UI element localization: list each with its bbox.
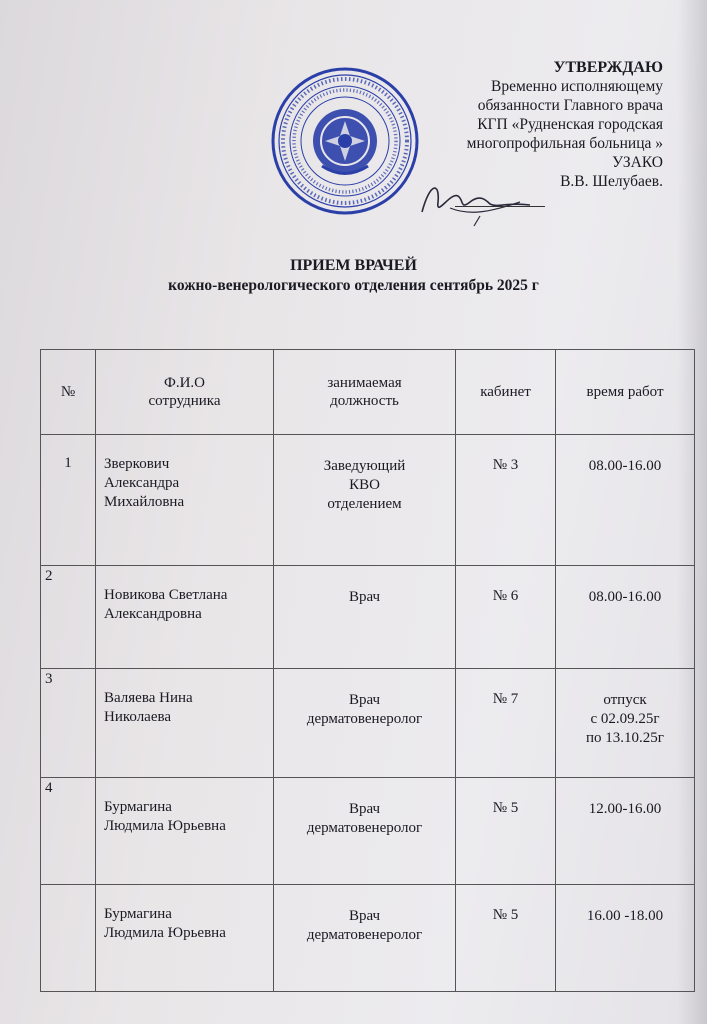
name-line: Александровна	[104, 606, 202, 622]
time-line: отпуск	[603, 692, 647, 708]
time-line: с 02.09.25г	[590, 711, 660, 727]
table-row	[41, 778, 695, 885]
row-name	[96, 778, 274, 885]
row-position	[274, 566, 456, 669]
position-line: Врач	[348, 589, 381, 605]
title-line: ПРИЕМ ВРАЧЕЙ	[290, 257, 417, 274]
header-time: время работ	[556, 350, 695, 435]
row-room: № 5	[456, 885, 556, 992]
row-position	[274, 669, 456, 778]
name-line: Зверкович	[104, 456, 170, 472]
header-name	[96, 350, 274, 435]
position-line: отделением	[327, 496, 402, 512]
table-header-row	[41, 350, 695, 435]
approval-line: Временно исполняющему	[491, 78, 663, 95]
approval-block	[383, 58, 663, 191]
approval-line: КГП «Рудненская городская	[477, 116, 663, 133]
row-time: 16.00 -18.00	[556, 885, 695, 992]
approval-line: обязанности Главного врача	[477, 97, 663, 114]
row-time: 08.00-16.00	[556, 435, 695, 566]
signature-line	[455, 206, 545, 207]
row-num: 4	[41, 778, 96, 885]
row-room: № 3	[456, 435, 556, 566]
row-num	[41, 885, 96, 992]
name-line: Николаева	[104, 709, 172, 725]
row-position	[274, 435, 456, 566]
row-num: 3	[41, 669, 96, 778]
position-line: Врач	[348, 692, 381, 708]
position-line: КВО	[349, 477, 380, 493]
name-line: Бурмагина	[104, 799, 172, 815]
row-name	[96, 566, 274, 669]
row-time: 12.00-16.00	[556, 778, 695, 885]
row-name	[96, 435, 274, 566]
name-line: Людмила Юрьевна	[104, 818, 226, 834]
approval-title: УТВЕРЖДАЮ	[553, 59, 663, 76]
header-name-line: сотрудника	[148, 393, 221, 409]
name-line: Михайловна	[104, 494, 185, 510]
row-room: № 5	[456, 778, 556, 885]
header-position-line: должность	[330, 393, 399, 409]
time-line: по 13.10.25г	[586, 730, 664, 746]
position-line: Врач	[348, 908, 381, 924]
name-line: Валяева Нина	[104, 690, 193, 706]
title-subline: кожно-венерологического отделения сентябрь 2025 г	[168, 277, 539, 294]
name-line: Новикова Светлана	[104, 587, 228, 603]
table-row	[41, 435, 695, 566]
approval-line: УЗАКО	[612, 154, 663, 171]
approval-signer: В.В. Шелубаев.	[560, 173, 663, 190]
name-line: Александра	[104, 475, 180, 491]
table-row	[41, 566, 695, 669]
row-room: № 7	[456, 669, 556, 778]
header-position	[274, 350, 456, 435]
header-num: №	[41, 350, 96, 435]
position-line: Врач	[348, 801, 381, 817]
row-num: 2	[41, 566, 96, 669]
row-room: № 6	[456, 566, 556, 669]
header-position-line: занимаемая	[327, 375, 402, 391]
row-name	[96, 669, 274, 778]
approval-line: многопрофильная больница »	[466, 135, 663, 152]
position-line: дерматовенеролог	[306, 820, 423, 836]
table-row	[41, 669, 695, 778]
schedule-table	[40, 349, 695, 992]
position-line: Заведующий	[323, 458, 406, 474]
header-room: кабинет	[456, 350, 556, 435]
row-name	[96, 885, 274, 992]
name-line: Людмила Юрьевна	[104, 925, 226, 941]
name-line: Бурмагина	[104, 906, 172, 922]
row-position	[274, 778, 456, 885]
document-title	[0, 256, 707, 296]
header-name-line: Ф.И.О	[163, 375, 205, 391]
position-line: дерматовенеролог	[306, 711, 423, 727]
table-row	[41, 885, 695, 992]
row-time: 08.00-16.00	[556, 566, 695, 669]
position-line: дерматовенеролог	[306, 927, 423, 943]
row-num: 1	[41, 435, 96, 566]
row-time	[556, 669, 695, 778]
row-position	[274, 885, 456, 992]
